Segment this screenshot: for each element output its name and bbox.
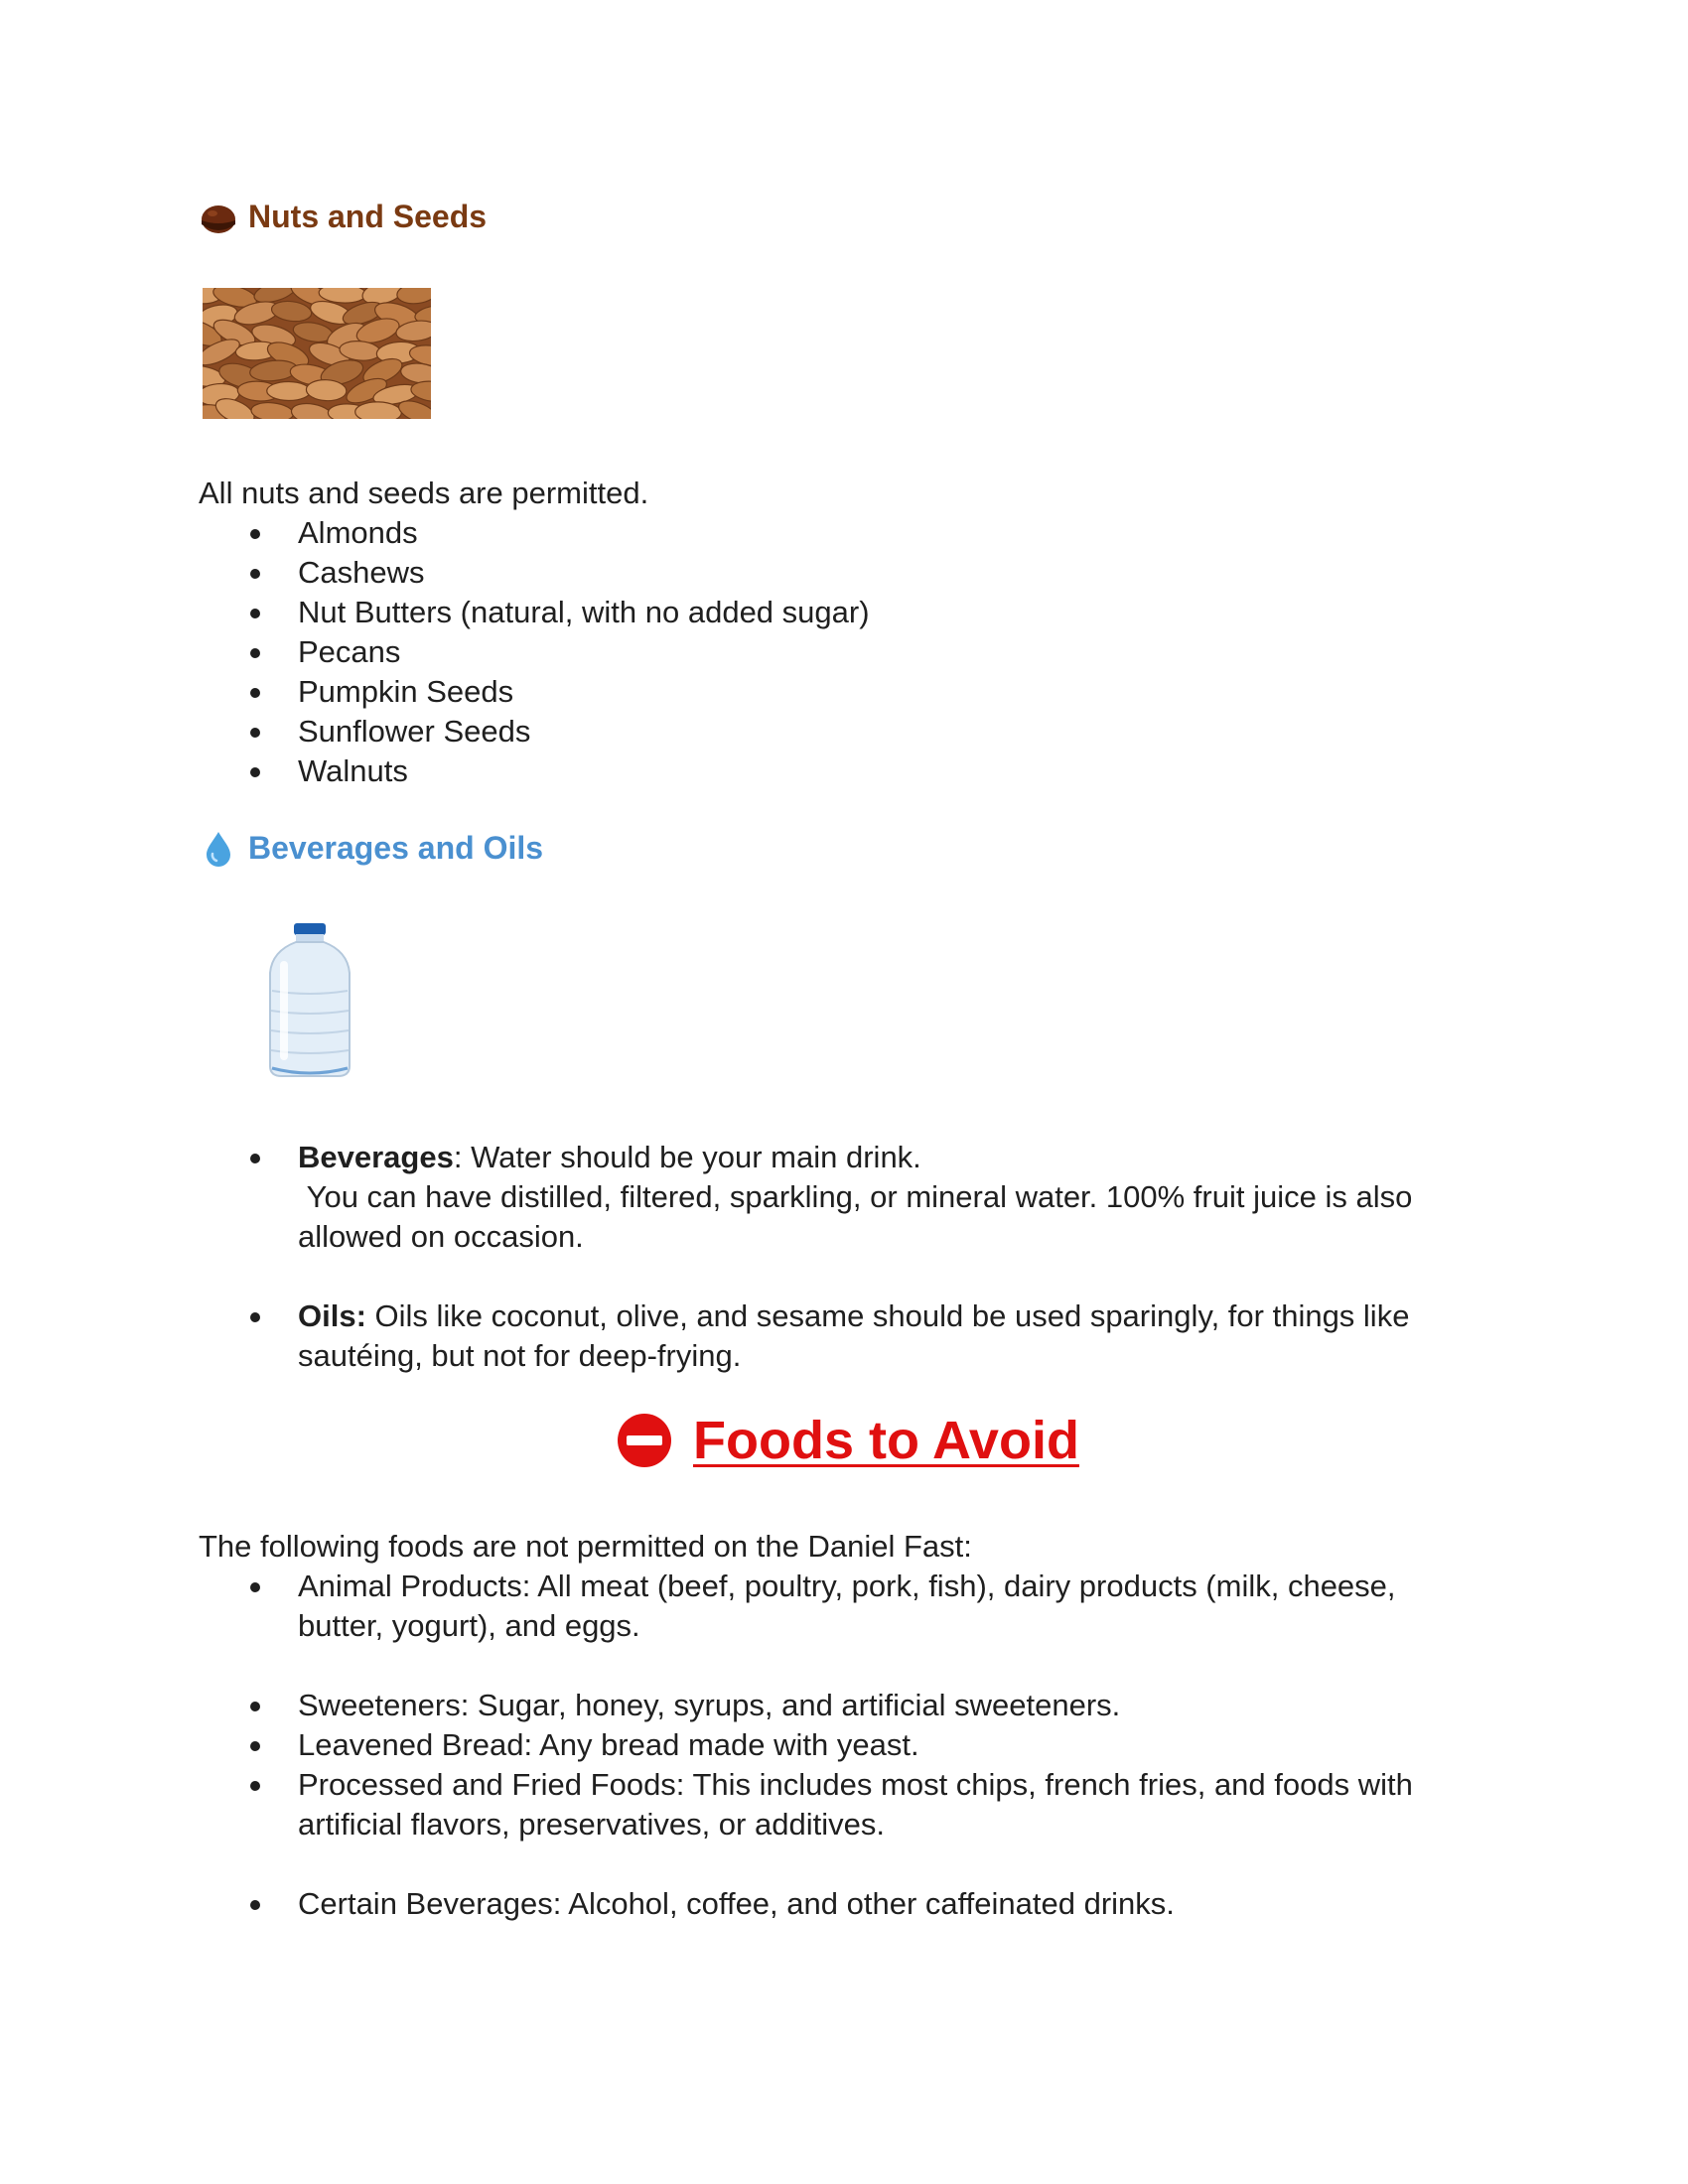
nuts-intro: All nuts and seeds are permitted. [199, 476, 649, 510]
beverages-heading-text: Beverages and Oils [248, 829, 544, 866]
list-item [298, 1297, 1489, 1376]
nut-shape [267, 381, 311, 400]
list-item: Pecans [298, 632, 1489, 672]
avoid-title [616, 1410, 1079, 1471]
beverages-text-continued: You can have distilled, filtered, sparkling, or mineral water. 100% fruit juice is also allowed on occasion. [298, 1179, 1421, 1254]
droplet-icon [199, 828, 238, 868]
list-item: Certain Beverages: Alcohol, coffee, and other caffeinated drinks. [298, 1884, 1489, 1924]
list-item: Cashews [298, 553, 1489, 593]
oils-text: Oils like coconut, olive, and sesame should be used sparingly, for things like sautéing, but not for deep-frying. [298, 1298, 1410, 1373]
avoid-title-text: Foods to Avoid [693, 1411, 1079, 1470]
avoid-list [298, 1567, 1489, 1924]
list-item: Nut Butters (natural, with no added sugar) [298, 593, 1489, 632]
list-item: Walnuts [298, 751, 1489, 791]
list-item: Almonds [298, 513, 1489, 553]
list-item: Leavened Bread: Any bread made with yeast. [298, 1725, 1489, 1765]
document-page [199, 0, 1489, 2184]
beverages-label: Beverages [298, 1140, 454, 1174]
no-entry-icon [616, 1412, 673, 1469]
beverages-text: : Water should be your main drink. [453, 1140, 921, 1174]
list-item: Sweeteners: Sugar, honey, syrups, and artificial sweeteners. [298, 1686, 1489, 1725]
list-item: Sunflower Seeds [298, 712, 1489, 751]
list-item [298, 1138, 1489, 1257]
list-item: Pumpkin Seeds [298, 672, 1489, 712]
water-bottle-image [258, 921, 361, 1080]
oils-label: Oils: [298, 1298, 366, 1333]
list-item: Animal Products: All meat (beef, poultry, pork, fish), dairy products (milk, cheese, butter, yogurt), and eggs. [298, 1567, 1489, 1646]
nuts-list [298, 513, 1489, 791]
nuts-image [203, 288, 431, 419]
avoid-intro: The following foods are not permitted on the Daniel Fast: [199, 1529, 972, 1564]
beverages-list [298, 1138, 1489, 1376]
nuts-heading [199, 197, 487, 236]
chestnut-icon [199, 197, 238, 236]
list-item: Processed and Fried Foods: This includes most chips, french fries, and foods with artificial flavors, preservatives, or additives. [298, 1765, 1489, 1844]
nuts-heading-text: Nuts and Seeds [248, 198, 488, 234]
beverages-heading [199, 828, 543, 868]
